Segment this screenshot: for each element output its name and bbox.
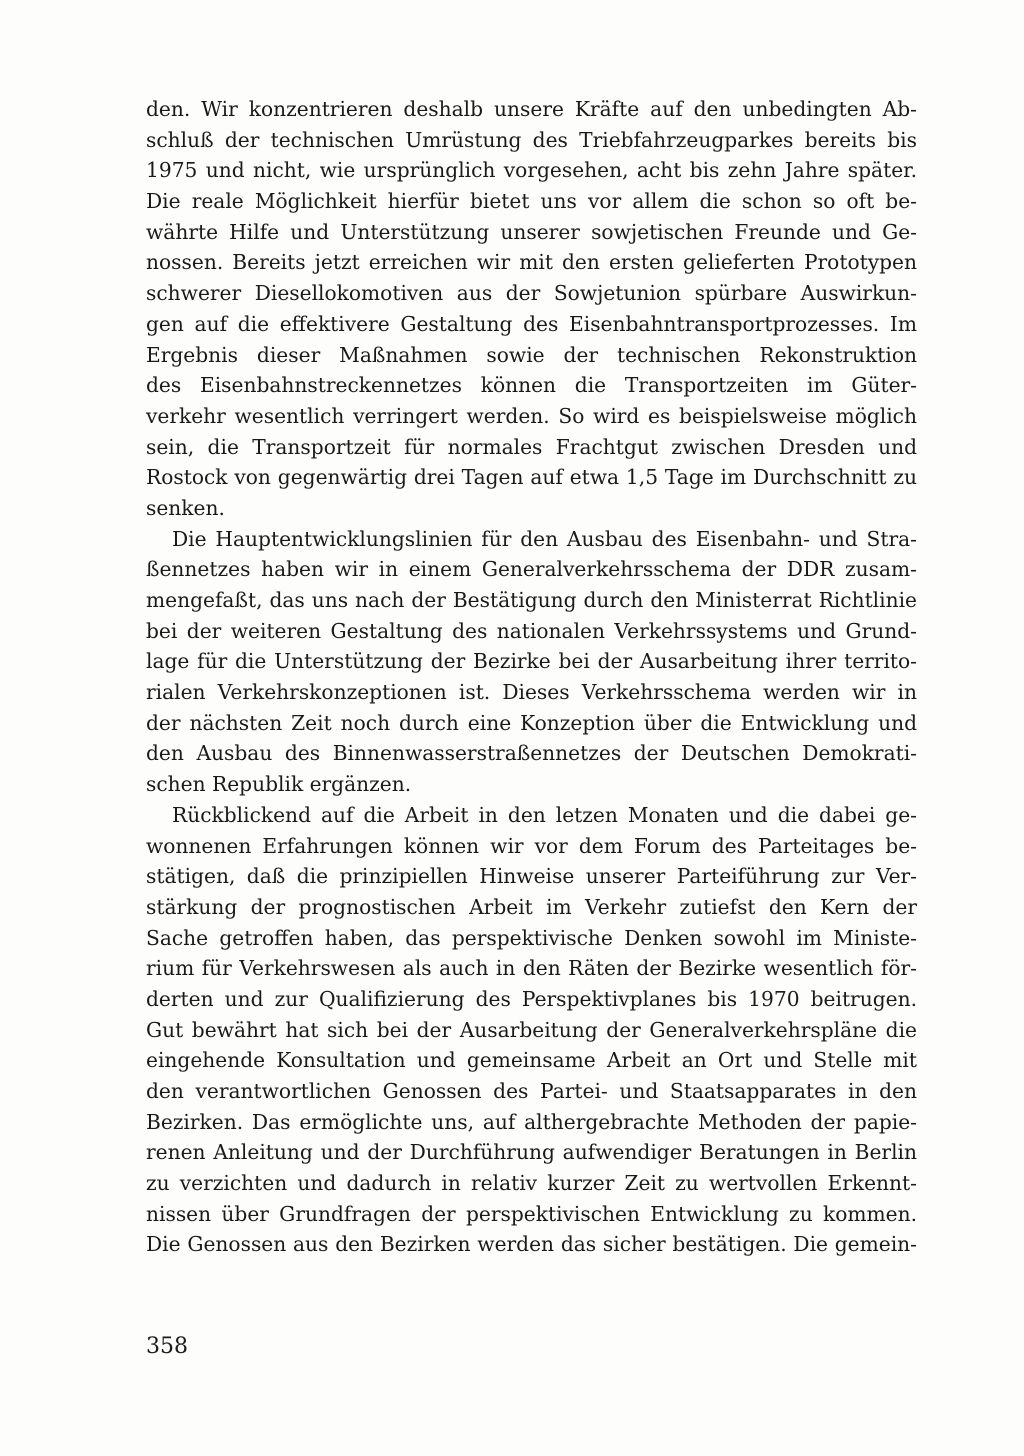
text-line: schen Republik ergänzen. bbox=[146, 772, 412, 797]
text-line: währte Hilfe und Unterstützung unserer sowjetischen Freunde und Ge- bbox=[146, 219, 917, 244]
text-line: schwerer Diesellokomotiven aus der Sowjetunion spürbare Auswirkun- bbox=[146, 281, 917, 306]
paragraph bbox=[146, 94, 917, 524]
text-line: der nächsten Zeit noch durch eine Konzeption über die Entwicklung und bbox=[146, 710, 917, 735]
text-line: Bezirken. Das ermöglichte uns, auf althergebrachte Methoden der papie- bbox=[146, 1109, 917, 1134]
text-line: nossen. Bereits jetzt erreichen wir mit den ersten gelieferten Prototypen bbox=[146, 250, 917, 275]
text-line: 1975 und nicht, wie ursprünglich vorgesehen, acht bis zehn Jahre später. bbox=[146, 158, 917, 183]
text-line: senken. bbox=[146, 495, 225, 520]
text-line: ßennetzes haben wir in einem Generalverkehrsschema der DDR zusam- bbox=[146, 557, 917, 582]
text-line: Rostock von gegenwärtig drei Tagen auf etwa 1,5 Tage im Durchschnitt zu bbox=[146, 465, 917, 490]
text-line: mengefaßt, das uns nach der Bestätigung durch den Ministerrat Richtlinie bbox=[146, 588, 917, 612]
text-line: rialen Verkehrskonzeptionen ist. Dieses Verkehrsschema werden wir in bbox=[146, 680, 917, 705]
text-line: stätigen, daß die prinzipiellen Hinweise unserer Parteiführung zur Ver- bbox=[146, 864, 917, 889]
text-line: wonnenen Erfahrungen können wir vor dem Forum des Parteitages be- bbox=[146, 833, 917, 858]
text-line: schluß der technischen Umrüstung des Triebfahrzeugparkes bereits bis bbox=[146, 127, 917, 152]
text-line: nissen über Grundfragen der perspektivischen Entwicklung zu kommen. bbox=[146, 1201, 917, 1226]
page-number: 358 bbox=[146, 1334, 188, 1359]
text-line: stärkung der prognostischen Arbeit im Verkehr zutiefst den Kern der bbox=[146, 894, 917, 919]
text-line: den. Wir konzentrieren deshalb unsere Kräfte auf den unbedingten Ab- bbox=[146, 97, 917, 121]
text-line: den Ausbau des Binnenwasserstraßennetzes der Deutschen Demokrati- bbox=[146, 741, 917, 766]
text-line: Die Hauptentwicklungslinien für den Ausbau des Eisenbahn- und Stra- bbox=[172, 526, 917, 551]
text-line: den verantwortlichen Genossen des Partei- und Staatsapparates in den bbox=[146, 1079, 917, 1103]
text-line: Rückblickend auf die Arbeit in den letzen Monaten und die dabei ge- bbox=[172, 802, 917, 827]
paragraph bbox=[146, 524, 917, 800]
text-line: Sache getroffen haben, das perspektivische Denken sowohl im Ministe- bbox=[146, 925, 917, 950]
text-line: renen Anleitung und der Durchführung aufwendiger Beratungen in Berlin bbox=[146, 1140, 917, 1165]
paragraph bbox=[146, 800, 917, 1260]
text-line: zu verzichten und dadurch in relativ kurzer Zeit zu wertvollen Erkennt- bbox=[146, 1171, 917, 1196]
text-line: derten und zur Qualifizierung des Perspektivplanes bis 1970 beitrugen. bbox=[146, 986, 917, 1011]
text-line: gen auf die effektivere Gestaltung des Eisenbahntransportprozesses. Im bbox=[146, 311, 917, 336]
body-text bbox=[146, 94, 917, 1260]
text-line: Die Genossen aus den Bezirken werden das sicher bestätigen. Die gemein- bbox=[146, 1232, 917, 1257]
text-line: verkehr wesentlich verringert werden. So wird es beispielsweise möglich bbox=[146, 403, 917, 428]
text-line: sein, die Transportzeit für normales Frachtgut zwischen Dresden und bbox=[146, 434, 917, 459]
text-line: Gut bewährt hat sich bei der Ausarbeitung der Generalverkehrspläne die bbox=[146, 1017, 917, 1042]
text-line: lage für die Unterstützung der Bezirke bei der Ausarbeitung ihrer territo- bbox=[146, 649, 917, 674]
text-line: rium für Verkehrswesen als auch in den Räten der Bezirke wesentlich för- bbox=[146, 956, 917, 981]
text-line: Die reale Möglichkeit hierfür bietet uns vor allem die schon so oft be- bbox=[146, 189, 917, 214]
text-line: des Eisenbahnstreckennetzes können die Transportzeiten im Güter- bbox=[146, 373, 917, 398]
text-line: bei der weiteren Gestaltung des nationalen Verkehrssystems und Grund- bbox=[146, 618, 917, 643]
text-line: Ergebnis dieser Maßnahmen sowie der technischen Rekonstruktion bbox=[146, 342, 917, 367]
text-line: eingehende Konsultation und gemeinsame Arbeit an Ort und Stelle mit bbox=[146, 1048, 917, 1073]
